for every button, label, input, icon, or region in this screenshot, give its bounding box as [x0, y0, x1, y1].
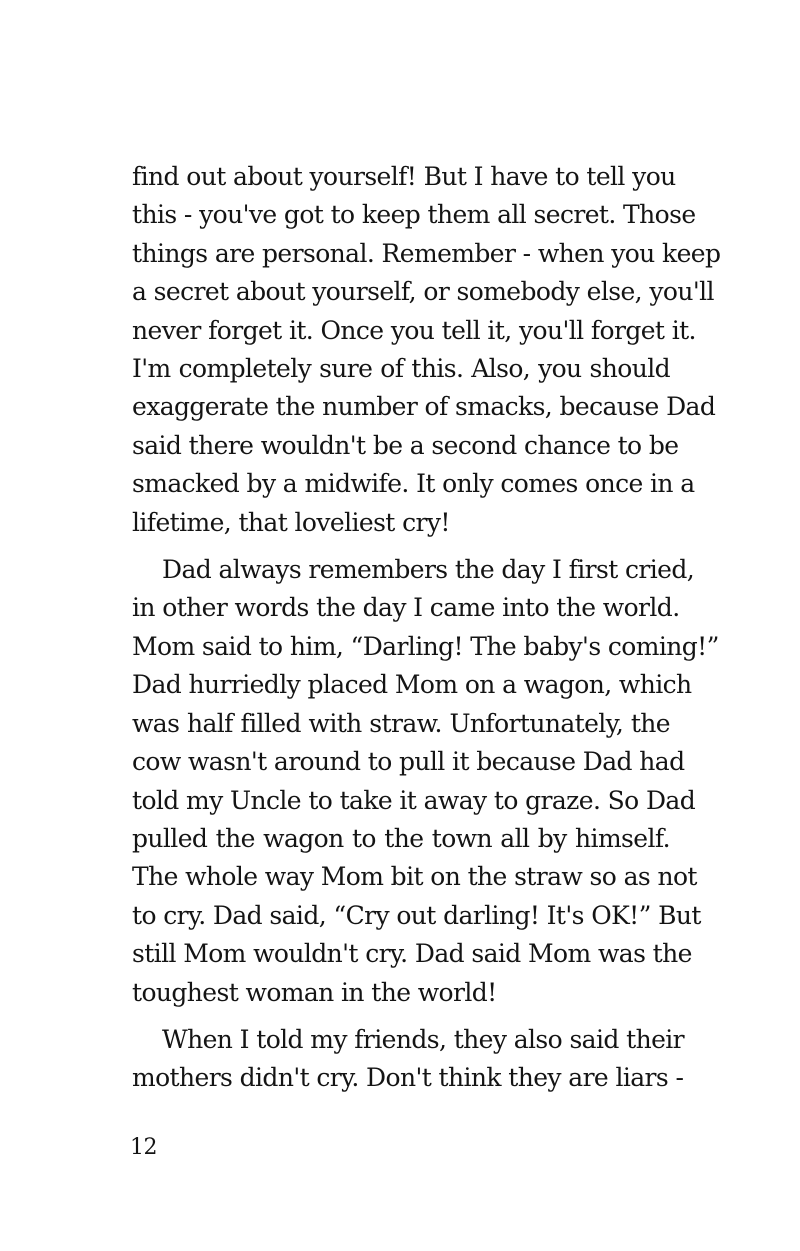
- text-line: still Mom wouldn't cry. Dad said Mom was the: [132, 939, 692, 969]
- text-line: in other words the day I came into the world.: [132, 593, 680, 623]
- text-line: told my Uncle to take it away to graze. So Dad: [132, 785, 696, 815]
- text-line: toughest woman in the world!: [132, 977, 497, 1007]
- text-line: was half filled with straw. Unfortunately, the: [132, 708, 670, 738]
- body-text: [132, 158, 721, 1098]
- text-line: never forget it. Once you tell it, you'll forget it.: [132, 315, 696, 345]
- text-line: to cry. Dad said, “Cry out darling! It's OK!” But: [132, 900, 701, 930]
- text-line: this - you've got to keep them all secret. Those: [132, 200, 696, 230]
- text-line: I'm completely sure of this. Also, you should: [132, 354, 670, 384]
- text-line: said there wouldn't be a second chance to be: [132, 430, 679, 460]
- paragraph-2: [132, 551, 719, 1012]
- text-line: find out about yourself! But I have to tell you: [132, 162, 676, 191]
- text-line: cow wasn't around to pull it because Dad had: [132, 747, 685, 777]
- text-line: things are personal. Remember - when you keep: [132, 238, 721, 268]
- paragraph-1: [132, 158, 721, 542]
- text-line: mothers didn't cry. Don't think they are liars -: [132, 1063, 684, 1093]
- text-line: smacked by a midwife. It only comes once in a: [132, 469, 695, 499]
- paragraph-3: [132, 1021, 685, 1098]
- text-line: pulled the wagon to the town all by himself.: [132, 823, 670, 853]
- text-line: a secret about yourself, or somebody else, you'll: [132, 277, 714, 307]
- text-line: Dad hurriedly placed Mom on a wagon, which: [132, 670, 692, 700]
- text-line: When I told my friends, they also said their: [162, 1024, 685, 1054]
- text-line: exaggerate the number of smacks, because Dad: [132, 392, 716, 422]
- text-line: Dad always remembers the day I first cried,: [162, 555, 695, 585]
- page-number: 12: [130, 1135, 157, 1160]
- text-line: lifetime, that loveliest cry!: [132, 507, 450, 537]
- text-line: Mom said to him, “Darling! The baby's coming!”: [132, 631, 719, 661]
- text-line: The whole way Mom bit on the straw so as not: [132, 862, 697, 892]
